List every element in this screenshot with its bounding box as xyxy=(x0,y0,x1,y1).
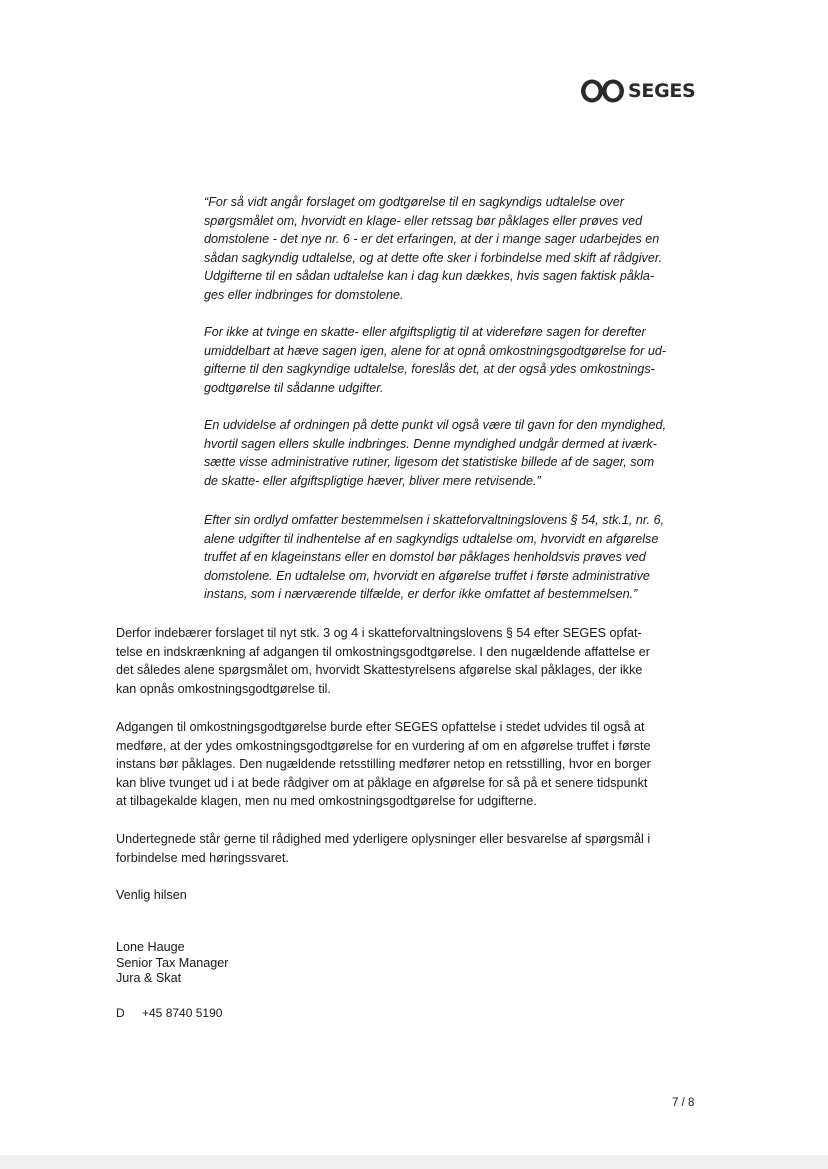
text-line: truffet af en klageinstans eller en domstol bør påklages henholdsvis prøves ved xyxy=(204,550,646,565)
text-line: En udvidelse af ordningen på dette punkt vil også være til gavn for den myndighed, xyxy=(204,418,667,432)
body-paragraph-1 xyxy=(116,624,706,698)
text-line: at tilbagekalde klagen, men nu med omkostningsgodtgørelse for udgifterne. xyxy=(116,794,537,809)
text-line: Adgangen til omkostningsgodtgørelse burde efter SEGES opfattelse i stedet udvides til også at xyxy=(116,720,645,734)
text-line: hvortil sagen ellers skulle indbringes. Denne myndighed undgår dermed at iværk- xyxy=(204,436,657,451)
seges-logo-mark-icon xyxy=(580,78,626,104)
text-line: forbindelse med høringssvaret. xyxy=(116,850,289,865)
text-line: “For så vidt angår forslaget om godtgørelse til en sagkyndigs udtalelse over xyxy=(204,195,625,209)
text-line: det således alene spørgsmålet om, hvorvidt Skattestyrelsens afgørelse skal påklages, der ikke xyxy=(116,663,643,678)
text-line: Undertegnede står gerne til rådighed med yderligere oplysninger eller besvarelse af spørgsmål i xyxy=(116,832,651,846)
text-line: de skatte- eller afgiftspligtige hæver, bliver mere retvisende.” xyxy=(204,473,541,488)
text-line: kan blive tvunget ud i at bede rådgiver om at påklage en afgørelse for så på et senere tidspunkt xyxy=(116,775,648,790)
seges-logo-text: SEGES xyxy=(628,80,696,102)
text-line: godtgørelse til sådanne udgifter. xyxy=(204,380,384,395)
text-line: sådan sagkyndig udtalelse, og at dette ofte sker i forbindelse med skift af rådgiver. xyxy=(204,250,663,265)
phone-number: +45 8740 5190 xyxy=(142,1006,223,1020)
signature-name: Lone Hauge xyxy=(116,940,185,954)
closing-greeting xyxy=(116,886,706,905)
text-line: Venlig hilsen xyxy=(116,888,187,902)
text-line: instans, som i nærværende tilfælde, er derfor ikke omfattet af bestemmelsen.” xyxy=(204,587,638,602)
signature-title: Senior Tax Manager xyxy=(116,955,229,970)
text-line: umiddelbart at hæve sagen igen, alene for at opnå omkostningsgodtgørelse for ud- xyxy=(204,343,667,358)
page-number: 7 / 8 xyxy=(672,1097,695,1109)
direct-phone xyxy=(116,1006,222,1020)
text-line: medføre, at der ydes omkostningsgodtgørelse for en vurdering af om en afgørelse truffet i første xyxy=(116,738,651,753)
text-line: spørgsmålet om, hvorvidt en klage- eller retssag bør påklages eller prøves ved xyxy=(204,213,643,228)
signature-department: Jura & Skat xyxy=(116,971,182,986)
page-bottom-edge xyxy=(0,1155,828,1169)
text-line: Udgifterne til en sådan udtalelse kan i dag kun dækkes, hvis sagen faktisk påkla- xyxy=(204,269,655,284)
text-line: sætte visse administrative rutiner, ligesom det statistiske billede af de sager, som xyxy=(204,455,655,470)
text-line: kan opnås omkostningsgodtgørelse til. xyxy=(116,681,331,696)
text-line: instans bør påklages. Den nugældende retsstilling medfører netop en retsstilling, hvor en borger xyxy=(116,757,651,772)
phone-label: D xyxy=(116,1006,125,1020)
quote-paragraph-1 xyxy=(204,193,704,305)
text-line: alene udgifter til indhentelse af en sagkyndigs udtalelse om, hvorvidt en afgørelse xyxy=(204,531,659,546)
text-line: ges eller indbringes for domstolene. xyxy=(204,287,404,302)
body-paragraph-3 xyxy=(116,830,706,867)
text-line: telse en indskrænkning af adgangen til omkostningsgodtgørelse. I den nugældende affattelse er xyxy=(116,644,650,659)
text-line: For ikke at tvinge en skatte- eller afgiftspligtig til at videreføre sagen for derefter xyxy=(204,325,646,339)
body-paragraph-2 xyxy=(116,718,706,811)
text-line: domstolene. En udtalelse om, hvorvidt en afgørelse truffet i første administrative xyxy=(204,568,650,583)
quote-paragraph-3 xyxy=(204,416,704,490)
seges-logo xyxy=(580,78,695,104)
quote-paragraph-4 xyxy=(204,511,704,604)
text-line: Derfor indebærer forslaget til nyt stk. 3 og 4 i skatteforvaltningslovens § 54 efter SEGES opfat- xyxy=(116,626,642,640)
text-line: Efter sin ordlyd omfatter bestemmelsen i skatteforvaltningslovens § 54, stk.1, nr. 6, xyxy=(204,513,665,527)
text-line: domstolene - det nye nr. 6 - er det erfaringen, at der i mange sager udarbejdes en xyxy=(204,232,660,247)
signature-block xyxy=(116,940,228,987)
text-line: gifterne til den sagkyndige udtalelse, foreslås det, at der også ydes omkostnings- xyxy=(204,362,655,377)
quote-paragraph-2 xyxy=(204,323,704,397)
